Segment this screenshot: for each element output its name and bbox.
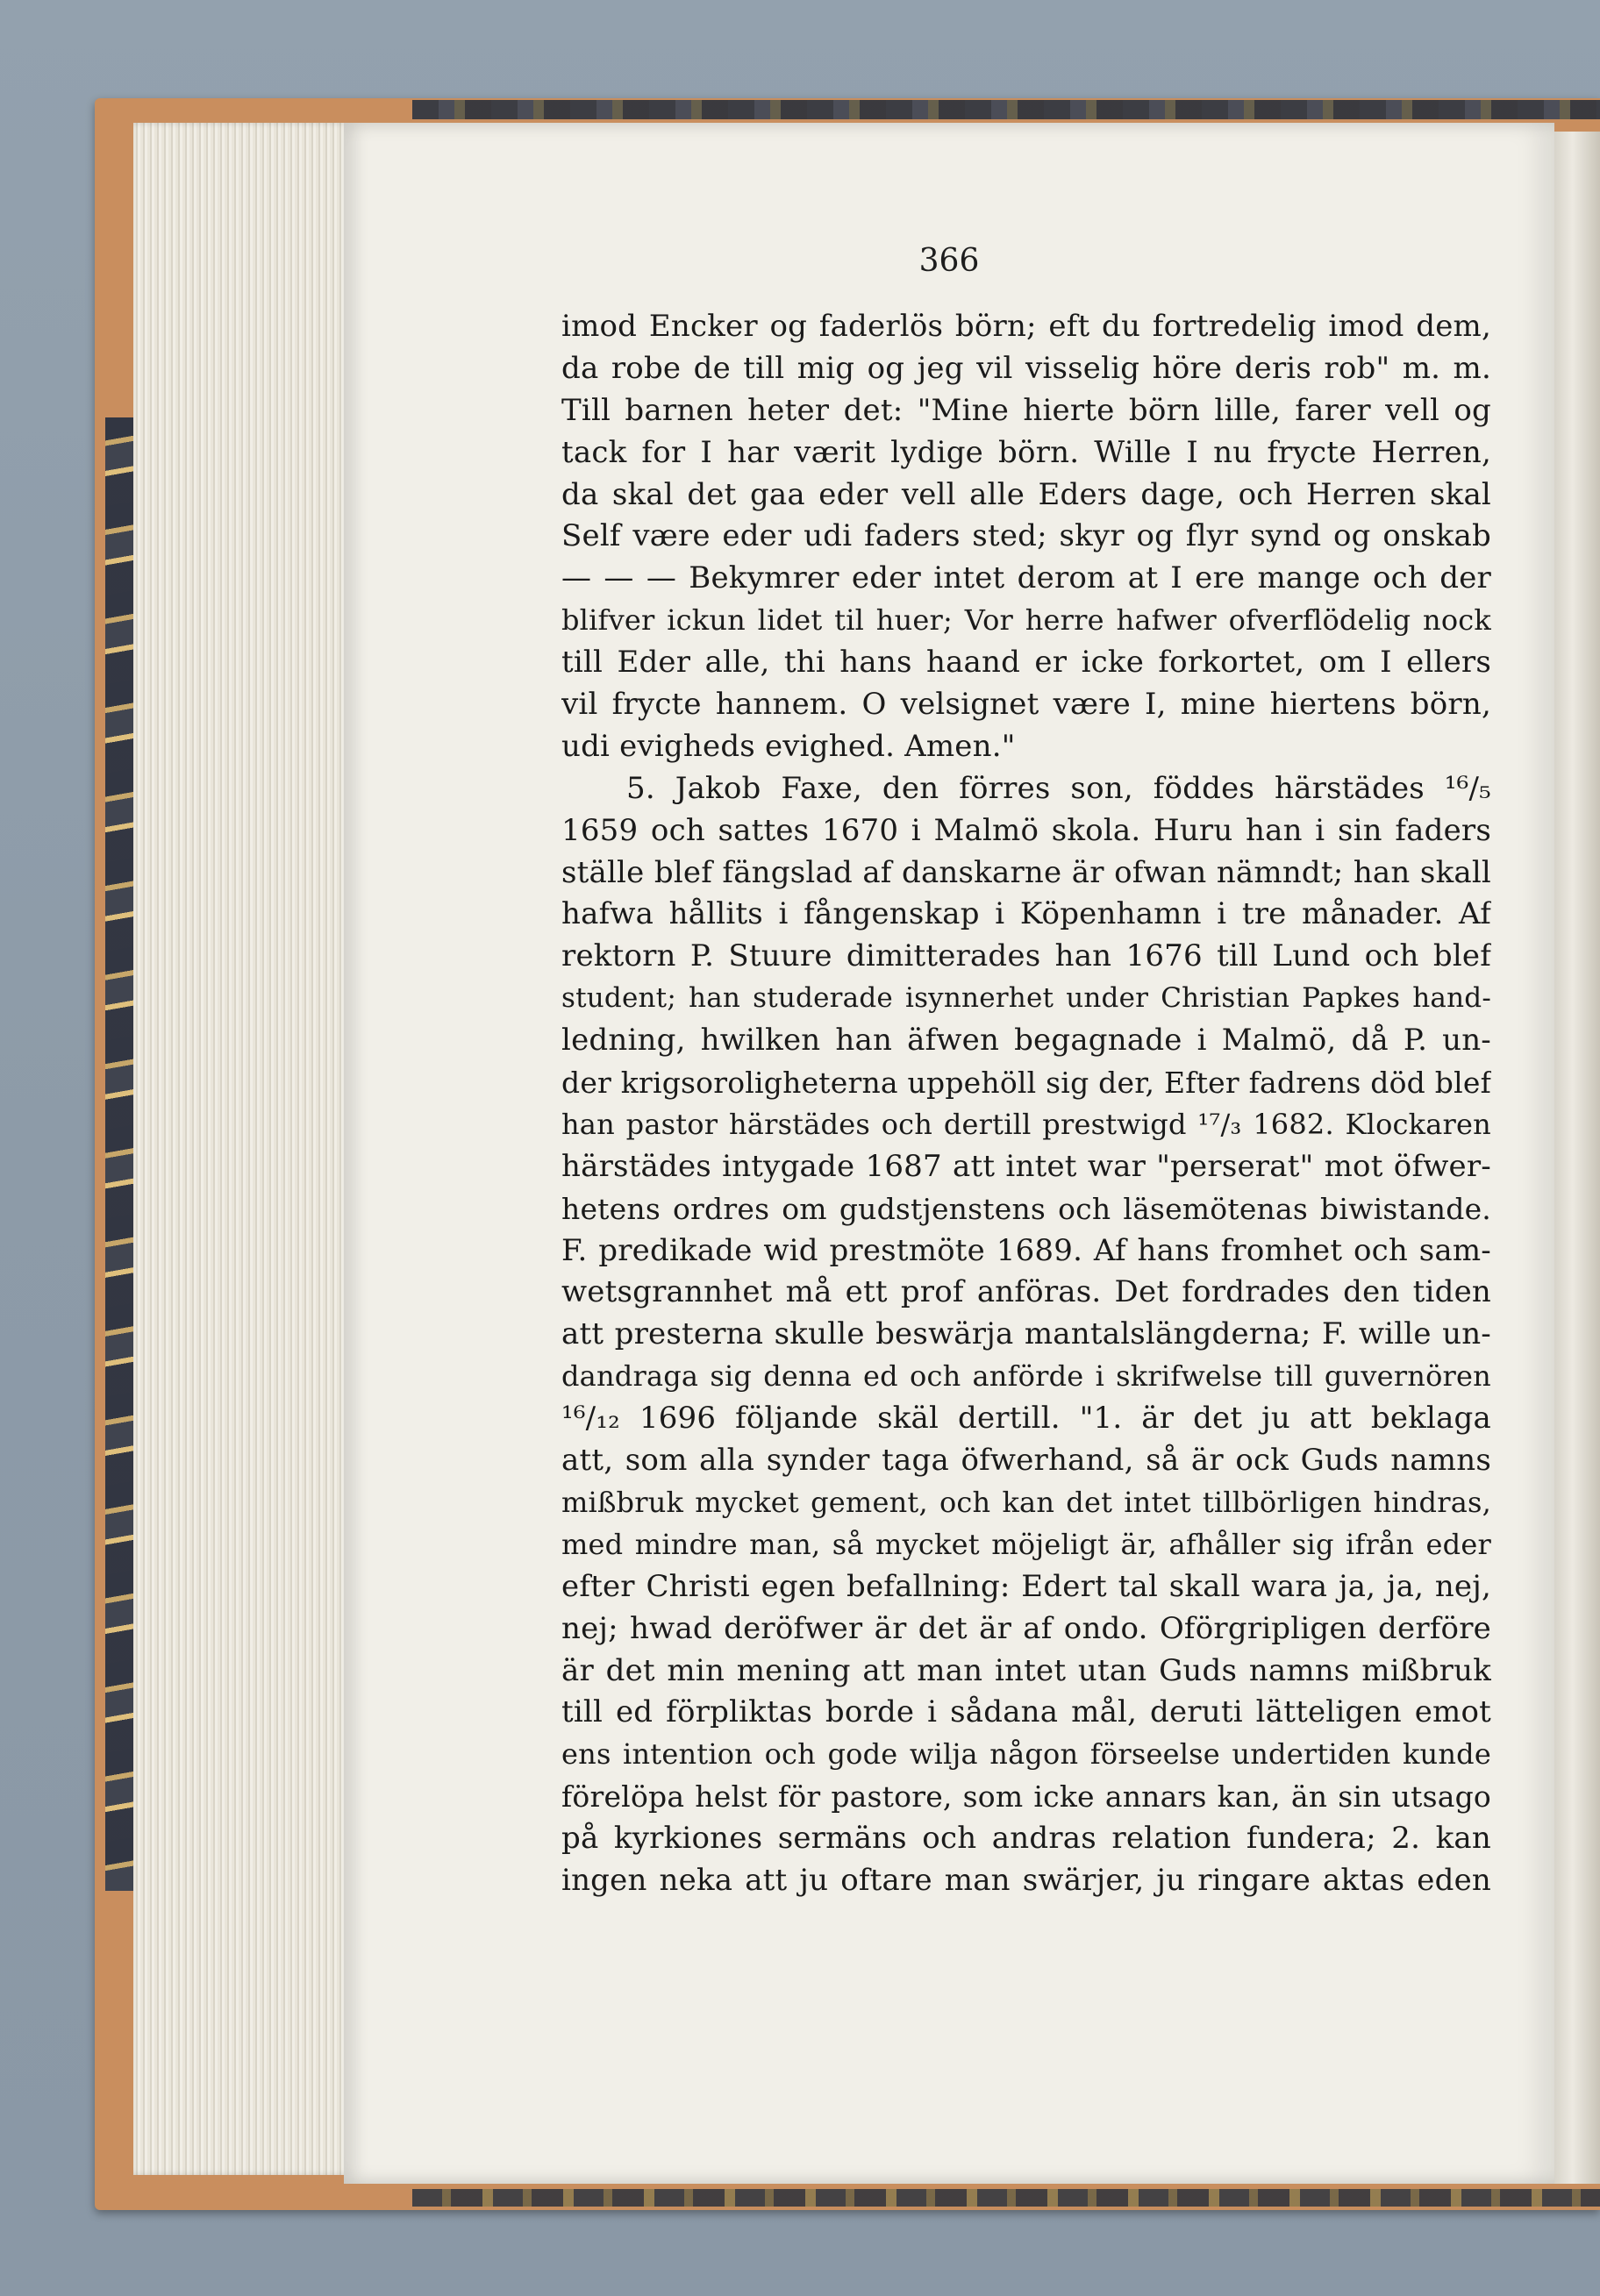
text-line: han pastor härstädes och dertill prestwigd ¹⁷/₃ 1682. Klockaren xyxy=(561,1107,1491,1141)
text-line: ingen neka att ju oftare man swärjer, ju ringare aktas eden xyxy=(561,1862,1491,1898)
text-line: udi evigheds evighed. Amen." xyxy=(561,728,1016,764)
text-line: efter Christi egen befallning: Edert tal skall wara ja, ja, nej, xyxy=(561,1568,1491,1604)
text-line: härstädes intygade 1687 att intet war "perserat" mot öfwer- xyxy=(561,1148,1491,1184)
text-line: — — — Bekymrer eder intet derom at I ere mange och der xyxy=(561,560,1491,596)
text-line: Till barnen heter det: "Mine hierte börn lille, farer vell og xyxy=(561,392,1491,428)
text-line: rektorn P. Stuure dimitterades han 1676 till Lund och blef xyxy=(561,938,1491,974)
text-line: att, som alla synder taga öfwerhand, så är ock Guds namns xyxy=(561,1443,1491,1479)
text-line: till ed förpliktas borde i sådana mål, deruti lätteligen emot xyxy=(561,1694,1491,1730)
page-number: 366 xyxy=(918,243,980,279)
page-text xyxy=(561,306,1491,1902)
text-line: förelöpa helst för pastore, som icke annars kan, än sin utsago xyxy=(561,1779,1491,1815)
text-line: ställe blef fängslad af danskarne är ofwan nämndt; han skall xyxy=(561,854,1491,890)
cover-bottom-edge xyxy=(412,2189,1600,2207)
text-line: mißbruk mycket gement, och kan det intet tillbörligen hindras, xyxy=(561,1485,1491,1519)
text-line: är det min mening att man intet utan Guds namns mißbruk xyxy=(561,1652,1491,1688)
text-line: på kyrkiones sermäns och andras relation fundera; 2. kan xyxy=(561,1821,1491,1857)
text-line: till Eder alle, thi hans haand er icke forkortet, om I ellers xyxy=(561,645,1491,681)
text-line: ledning, hwilken han äfwen begagnade i Malmö, då P. un- xyxy=(561,1023,1491,1059)
text-line: tack for I har værit lydige börn. Wille I nu frycte Herren, xyxy=(561,434,1491,470)
text-line: dandraga sig denna ed och anförde i skrifwelse till guvernören xyxy=(561,1359,1491,1394)
cover-top-edge xyxy=(412,100,1600,119)
text-line: nej; hwad deröfwer är det är af ondo. Oförgripligen derföre xyxy=(561,1610,1491,1646)
page-stack xyxy=(133,123,353,2175)
text-line: Self være eder udi faders sted; skyr og flyr synd og onskab xyxy=(561,518,1491,554)
text-line: wetsgrannhet må ett prof anföras. Det fordrades den tiden xyxy=(561,1274,1491,1310)
text-line: med mindre man, så mycket möjeligt är, afhåller sig ifrån eder xyxy=(561,1527,1491,1561)
text-line: der krigsoroligheterna uppehöll sig der, Efter fadrens död blef xyxy=(561,1066,1491,1101)
text-line: hetens ordres om gudstjenstens och läsemötenas biwistande. xyxy=(561,1191,1491,1226)
text-line: da robe de till mig og jeg vil visselig höre deris rob" m. m. xyxy=(561,350,1491,386)
text-line: ens intention och gode wilja någon förseelse undertiden kunde xyxy=(561,1737,1491,1772)
text-line: 1659 och sattes 1670 i Malmö skola. Huru han i sin faders xyxy=(561,812,1491,848)
text-line: hafwa hållits i fångenskap i Köpenhamn i tre månader. Af xyxy=(561,896,1491,932)
text-line: blifver ickun lidet til huer; Vor herre hafwer ofverflödelig nock xyxy=(561,603,1491,638)
section-heading-line: 5. Jakob Faxe, den förres son, föddes härstädes ¹⁶/₅ xyxy=(626,770,1491,806)
text-line: da skal det gaa eder vell alle Eders dage, och Herren skal xyxy=(561,476,1491,512)
book-page xyxy=(344,123,1554,2184)
text-line: ¹⁶/₁₂ 1696 följande skäl dertill. "1. är det ju att beklaga xyxy=(561,1401,1491,1437)
facing-page-edge xyxy=(1554,132,1600,2184)
text-line: imod Encker og faderlös börn; eft du fortredelig imod dem, xyxy=(561,309,1491,344)
text-line: vil frycte hannem. O velsignet være I, mine hiertens börn, xyxy=(561,687,1491,723)
text-line: F. predikade wid prestmöte 1689. Af hans fromhet och sam- xyxy=(561,1232,1491,1268)
text-line: att presterna skulle beswärja mantalslängderna; F. wille un- xyxy=(561,1316,1491,1352)
text-line: student; han studerade isynnerhet under Christian Papkes hand- xyxy=(561,982,1491,1015)
